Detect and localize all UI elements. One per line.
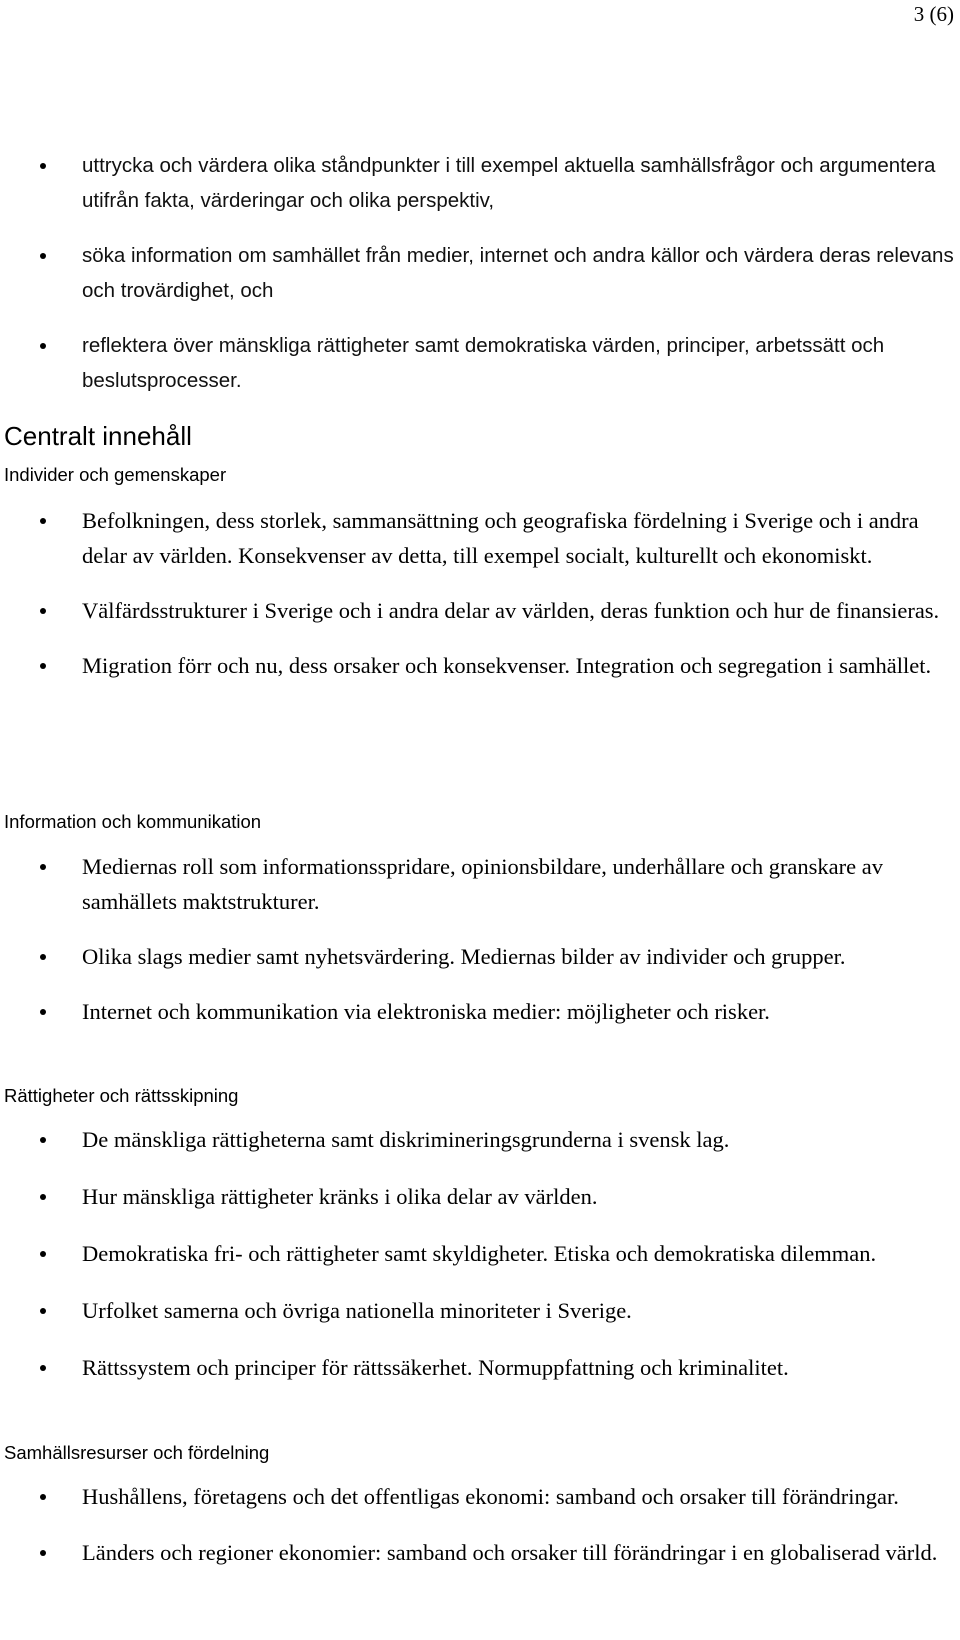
list-item: Hur mänskliga rättigheter kränks i olika delar av världen.: [0, 1179, 960, 1214]
intro-list: [0, 148, 960, 398]
bullet-icon: [40, 1308, 46, 1314]
subsection-title: Individer och gemenskaper: [4, 464, 227, 485]
bullet-icon: [40, 1365, 46, 1371]
subsection-list-block: [0, 503, 960, 683]
subsection-list: [0, 503, 960, 683]
intro-list-block: [0, 148, 960, 398]
subsection-list: [0, 1122, 960, 1385]
list-item: Befolkningen, dess storlek, sammansättning och geografiska fördelning i Sverige och i andra delar av världen. Konsekvenser av detta, till exempel socialt, kulturellt och ekonomiskt.: [0, 503, 960, 573]
subsection-list: [0, 849, 960, 1029]
bullet-icon: [40, 608, 46, 614]
bullet-icon: [40, 343, 46, 349]
list-item: Migration förr och nu, dess orsaker och konsekvenser. Integration och segregation i samhället.: [0, 648, 960, 683]
subsection-list-block: [0, 1479, 960, 1570]
subsection-list-block: [0, 849, 960, 1029]
list-item: Välfärdsstrukturer i Sverige och i andra delar av världen, deras funktion och hur de finansieras.: [0, 593, 960, 628]
list-item: Hushållens, företagens och det offentligas ekonomi: samband och orsaker till förändringar.: [0, 1479, 960, 1514]
subsection-title: Information och kommunikation: [4, 811, 262, 832]
list-item: De mänskliga rättigheterna samt diskrimineringsgrunderna i svensk lag.: [0, 1122, 960, 1157]
list-item: Urfolket samerna och övriga nationella minoriteter i Sverige.: [0, 1293, 960, 1328]
list-item: söka information om samhället från medier, internet och andra källor och värdera deras relevans och trovärdighet, och: [0, 238, 960, 308]
bullet-icon: [40, 1194, 46, 1200]
list-item: Mediernas roll som informationsspridare, opinionsbildare, underhållare och granskare av samhällets maktstrukturer.: [0, 849, 960, 919]
bullet-icon: [40, 1494, 46, 1500]
section-heading: Centralt innehåll: [4, 421, 192, 451]
list-item: uttrycka och värdera olika ståndpunkter i till exempel aktuella samhällsfrågor och argumentera utifrån fakta, värderingar och olika perspektiv,: [0, 148, 960, 218]
bullet-icon: [40, 518, 46, 524]
bullet-icon: [40, 1550, 46, 1556]
subsection-list-block: [0, 1122, 960, 1385]
bullet-icon: [40, 1009, 46, 1015]
bullet-icon: [40, 1251, 46, 1257]
list-item: Olika slags medier samt nyhetsvärdering. Mediernas bilder av individer och grupper.: [0, 939, 960, 974]
subsection-list: [0, 1479, 960, 1570]
bullet-icon: [40, 253, 46, 259]
bullet-icon: [40, 864, 46, 870]
bullet-icon: [40, 663, 46, 669]
list-item: Rättssystem och principer för rättssäkerhet. Normuppfattning och kriminalitet.: [0, 1350, 960, 1385]
list-item: Internet och kommunikation via elektroniska medier: möjligheter och risker.: [0, 994, 960, 1029]
list-item: Länders och regioner ekonomier: samband och orsaker till förändringar i en globaliserad värld.: [0, 1535, 960, 1570]
page-number: 3 (6): [913, 2, 954, 26]
subsection-title: Samhällsresurser och fördelning: [4, 1442, 270, 1463]
list-item: Demokratiska fri- och rättigheter samt skyldigheter. Etiska och demokratiska dilemman.: [0, 1236, 960, 1271]
bullet-icon: [40, 1137, 46, 1143]
list-item: reflektera över mänskliga rättigheter samt demokratiska värden, principer, arbetssätt och beslutsprocesser.: [0, 328, 960, 398]
subsection-title: Rättigheter och rättsskipning: [4, 1085, 239, 1106]
bullet-icon: [40, 954, 46, 960]
bullet-icon: [40, 163, 46, 169]
